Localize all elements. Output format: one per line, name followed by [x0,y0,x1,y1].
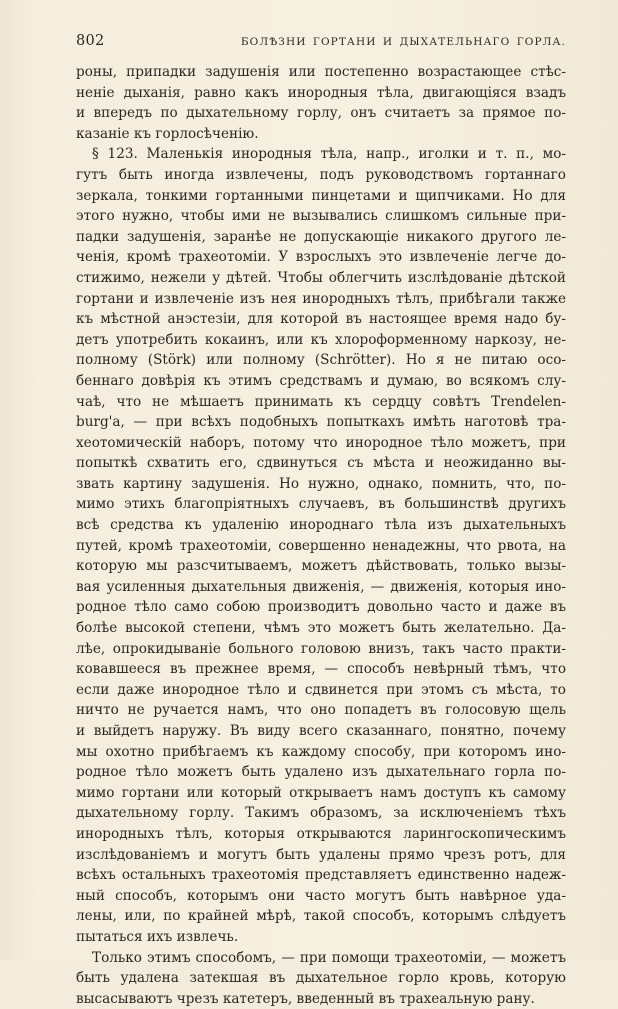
text-line: и выйдетъ наружу. Въ виду всего сказаннаго, понятно, почему [76,723,566,739]
paragraph [76,144,566,947]
text-line: мимо гортани или который открываетъ намъ доступъ къ самому [76,784,566,801]
text-line: которую мы разсчитываемъ, можетъ дѣйствовать, только вызы- [76,558,566,575]
text-line: мимо этихъ благопріятныхъ случаевъ, въ большинствѣ другихъ [76,496,566,513]
text-line: беннаго довѣрія къ этимъ средствамъ и думаю, во всякомъ слу- [76,372,566,389]
text-line: путей, кромѣ трахеотоміи, совершенно ненадежны, что рвота, на [76,537,566,554]
text-line: быть удалена затекшая въ дыхательное горло кровь, которую [76,970,566,987]
text-line: детъ употребить кокаинъ, или къ хлороформенному наркозу, не- [76,331,566,348]
text-line: § 123. Маленькія инородныя тѣла, напр., иголки и т. п., мо- [92,146,566,163]
text-line: и впередъ по дыхательному горлу, онъ считаетъ за прямое по- [76,105,566,122]
page-header [76,33,566,53]
text-line: къ мѣстной анэстезіи, для которой въ настоящее время надо бу- [76,311,566,328]
text-line: высасываютъ чрезъ катетеръ, введенный въ трахеальную рану. [76,990,535,1007]
page-number: 802 [76,33,105,49]
text-line: Только этимъ способомъ, — при помощи трахеотоміи, — можетъ [92,949,566,966]
text-line: дыхательному горлу. Такимъ образомъ, за исключеніемъ тѣхъ [76,805,566,822]
text-line: мы охотно прибѣгаемъ къ каждому способу, при которомъ ино- [76,743,566,760]
text-line: всѣхъ остальныхъ трахеотомія представляетъ единственно надеж- [76,867,566,884]
text-line: ченія, кромѣ трахеотоміи. У взрослыхъ это извлеченіе легче до- [76,249,566,266]
text-line: звать картину задушенія. Но нужно, однако, помнить, что, по- [76,475,566,492]
text-line: инородныхъ тѣлъ, которыя открываются ларингоскопическимъ [76,825,566,842]
text-line: ковавшееся въ прежнее время, — способъ невѣрный тѣмъ, что [76,661,566,678]
text-line: родное тѣло само собою производитъ довольно часто и даже въ [76,599,566,616]
running-title: БОЛѢЗНИ ГОРТАНИ И ДЫХАТЕЛЬНАГО ГОРЛА. [240,36,566,48]
text-line: гортани и извлеченіе изъ нея инородныхъ тѣлъ, прибѣгали также [76,290,566,307]
paragraph [76,62,566,144]
text-line: изслѣдованіемъ и могутъ быть удалены прямо чрезъ ротъ, для [76,846,566,863]
text-line: лѣе, опрокидываніе больного головою внизъ, такъ часто практи- [76,640,566,657]
text-line: попыткѣ схватить его, сдвинуться съ мѣста и неожиданно вы- [76,455,566,472]
text-line: пытаться ихъ извлечь. [76,928,239,945]
text-line: вая усиленныя дыхательныя движенія, — движенія, которыя ино- [76,578,566,595]
text-line: если даже инородное тѣло и сдвинется при этомъ съ мѣста, то [76,681,566,698]
text-line: чаѣ, что не мѣшаетъ принимать къ сердцу совѣтъ Trendelen- [76,393,566,410]
text-line: падки задушенія, заранѣе не допускающіе никакого другого ле- [76,228,566,245]
text-line: лены, или, по крайней мѣрѣ, такой способъ, которымъ слѣдуетъ [76,908,566,925]
text-line: неніе дыханія, равно какъ инородныя тѣла, двигающіяся взадъ [76,84,566,101]
text-line: гутъ быть иногда извлечены, подъ руководствомъ гортаннаго [76,166,566,183]
text-line: роны, припадки задушенія или постепенно возрастающее стѣс- [76,64,566,80]
text-line: burg'а, — при всѣхъ подобныхъ попыткахъ имѣть наготовѣ тра- [76,414,566,431]
text-line: зеркала, тонкими гортанными пинцетами и щипчиками. Но для [76,187,566,204]
text-line: всѣ средства къ удаленію инороднаго тѣла изъ дыхательныхъ [76,517,566,534]
text-line: ничто не ручается намъ, что оно попадетъ въ голосовую щель [76,702,566,719]
body-text [76,62,566,1009]
text-line: этого нужно, чтобы ими не вызывались слишкомъ сильные при- [76,208,566,225]
text-line: стижимо, нежели у дѣтей. Чтобы облегчить изслѣдованіе дѣтской [76,269,566,286]
text-line: болѣе высокой степени, чѣмъ это можетъ быть желательно. Да- [76,620,566,637]
text-line: ный способъ, которымъ они часто могутъ быть навѣрное уда- [76,887,566,904]
text-line: родное тѣло можетъ быть удалено изъ дыхательнаго горла по- [76,764,566,781]
paragraph [76,948,566,1009]
text-line: казаніе къ горлосѣченію. [76,125,259,142]
text-line: хеотомическій наборъ, потому что инородное тѣло можетъ, при [76,434,566,451]
text-line: полному (Störk) или полному (Schrötter). Но я не питаю осо- [76,352,566,369]
